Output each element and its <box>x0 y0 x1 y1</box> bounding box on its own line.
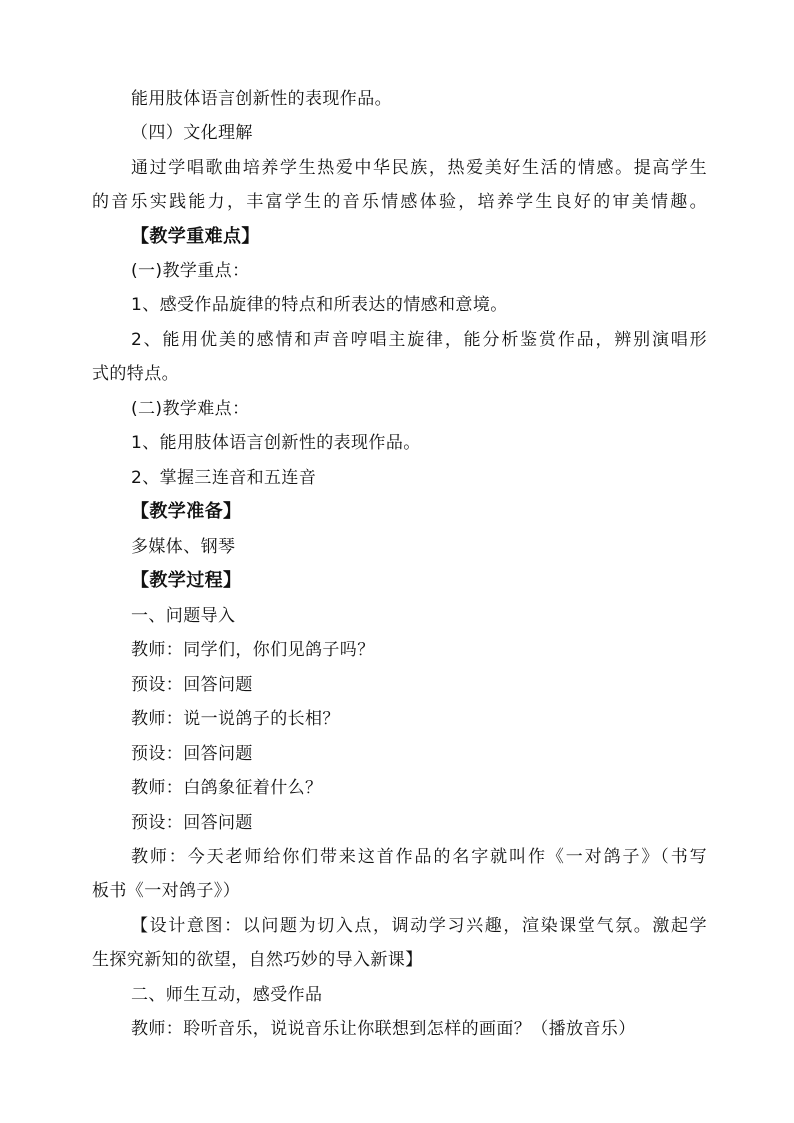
section-heading: 【教学准备】 <box>131 501 242 522</box>
paragraph-line: 式的特点。 <box>92 364 179 384</box>
dialogue-line: 教师：白鸽象征着什么？ <box>131 778 323 798</box>
list-item: 2、能用优美的感情和声音哼唱主旋律，能分析鉴赏作品，辨别演唱形 <box>131 330 707 350</box>
section-heading: 【教学过程】 <box>131 570 242 591</box>
paragraph-line: 的音乐实践能力，丰富学生的音乐情感体验，培养学生良好的审美情趣。 <box>92 192 707 212</box>
dialogue-line: 预设：回答问题 <box>131 744 253 764</box>
dialogue-line: 教师：聆听音乐，说说音乐让你联想到怎样的画面？（播放音乐） <box>131 1019 636 1039</box>
dialogue-line: 教师：同学们，你们见鸽子吗？ <box>131 640 375 660</box>
section-heading: 【教学重难点】 <box>131 226 260 247</box>
list-item: 1、能用肢体语言创新性的表现作品。 <box>131 433 421 453</box>
dialogue-line: 教师：今天老师给你们带来这首作品的名字就叫作《一对鸽子》（书写 <box>131 847 707 867</box>
subsection-heading: (一)教学重点： <box>131 261 250 281</box>
paragraph-line: 通过学唱歌曲培养学生热爱中华民族，热爱美好生活的情感。提高学生 <box>131 158 707 178</box>
section-heading: （四）文化理解 <box>131 123 253 143</box>
design-intent-note: 【设计意图：以问题为切入点，调动学习兴趣，渲染课堂气氛。激起学 <box>131 916 707 936</box>
dialogue-line: 教师：说一说鸽子的长相？ <box>131 709 340 729</box>
dialogue-line: 预设：回答问题 <box>131 813 253 833</box>
text-line: 多媒体、钢琴 <box>131 537 236 557</box>
text-line: 能用肢体语言创新性的表现作品。 <box>131 89 392 109</box>
dialogue-line: 板书《一对鸽子》） <box>92 881 241 901</box>
subsection-heading: (二)教学难点： <box>131 399 250 419</box>
list-item: 1、感受作品旋律的特点和所表达的情感和意境。 <box>131 295 508 315</box>
design-intent-note: 生探究新知的欲望，自然巧妙的导入新课】 <box>92 950 423 970</box>
subsection-heading: 二、师生互动，感受作品 <box>131 985 323 1005</box>
subsection-heading: 一、问题导入 <box>131 606 236 626</box>
list-item: 2、掌握三连音和五连音 <box>131 468 317 488</box>
dialogue-line: 预设：回答问题 <box>131 675 253 695</box>
